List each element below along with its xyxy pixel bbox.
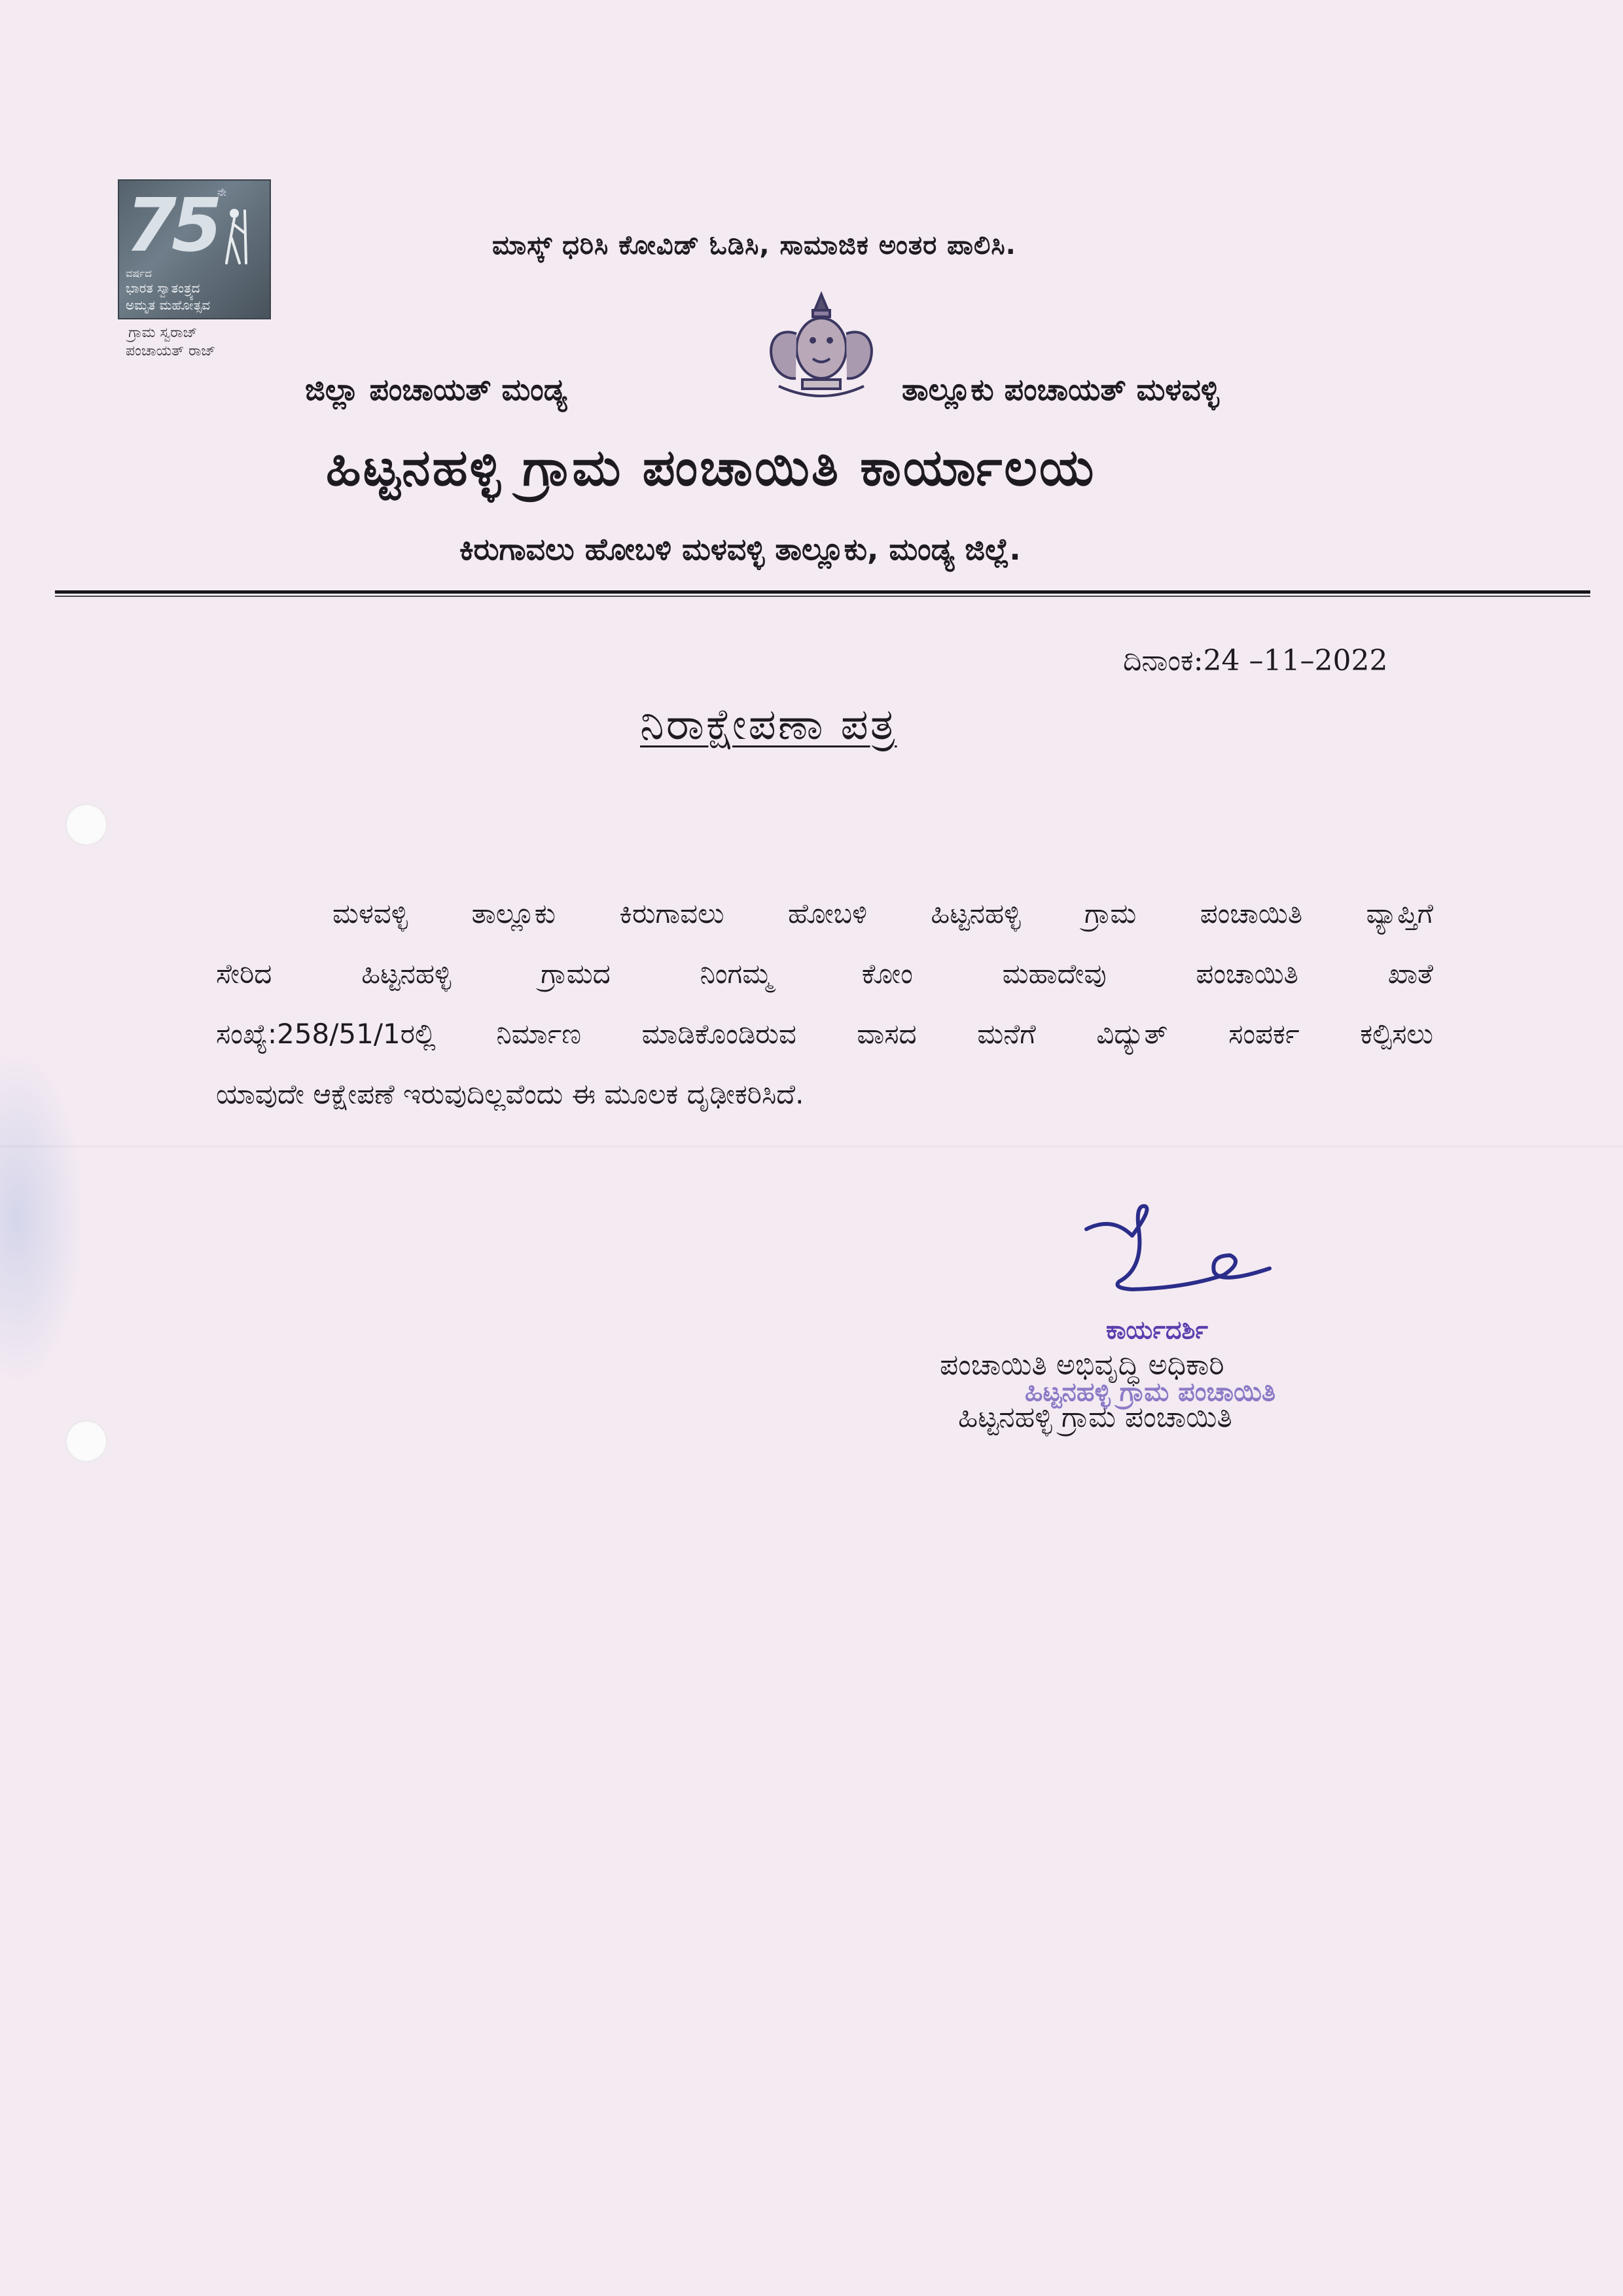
logo-line-2: ಭಾರತ ಸ್ವಾತಂತ್ರ್ಯದ [126, 280, 200, 296]
header-divider-thin [55, 596, 1590, 597]
body-line-1: ಮಳವಳ್ಳಿ ತಾಲ್ಲೂಕು ಕಿರುಗಾವಲು ಹೋಬಳಿ ಹಿಟ್ಟನಹಳ್ಳಿ ಗ್ರಾಮ ಪಂಚಾಯಿತಿ ವ್ಯಾಪ್ತಿಗೆ [332, 897, 1433, 929]
logo-caption-1: ಗ್ರಾಮ ಸ್ವರಾಜ್ [128, 325, 198, 341]
azadi-amrit-mahotsav-logo [118, 179, 271, 319]
signatory-designation: ಪಂಚಾಯಿತಿ ಅಭಿವೃದ್ಧಿ ಅಧಿಕಾರಿ [940, 1348, 1224, 1382]
body-line-2: ಸೇರಿದ ಹಿಟ್ಟನಹಳ್ಳಿ ಗ್ರಾಮದ ನಿಂಗಮ್ಮ ಕೋಂ ಮಹಾದೇವು ಪಂಚಾಯಿತಿ ಖಾತೆ [216, 958, 1433, 990]
zilla-panchayat: ಜಿಲ್ಲಾ ಪಂಚಾಯತ್ ಮಂಡ್ಯ [305, 372, 567, 407]
office-address: ಕಿರುಗಾವಲು ಹೋಬಳಿ ಮಳವಳ್ಳಿ ತಾಲ್ಲೂಕು, ಮಂಡ್ಯ ಜಿಲ್ಲೆ. [459, 531, 1021, 567]
punch-hole-top [65, 804, 107, 846]
stamp-office: ಹಿಟ್ಟನಹಳ್ಳಿ ಗ್ರಾಮ ಪಂಚಾಯಿತಿ [1025, 1377, 1276, 1407]
document-body [216, 884, 1433, 1124]
signatory-office: ಹಿಟ್ಟನಹಳ್ಳಿ ಗ್ರಾಮ ಪಂಚಾಯಿತಿ [958, 1401, 1232, 1434]
taluk-panchayat: ತಾಲ್ಲೂಕು ಪಂಚಾಯತ್ ಮಳವಳ್ಳಿ [902, 372, 1219, 407]
office-name: ಹಿಟ್ಟನಹಳ್ಳಿ ಗ್ರಾಮ ಪಂಚಾಯಿತಿ ಕಾರ್ಯಾಲಯ [326, 439, 1096, 497]
logo-superscript: ನೇ [217, 186, 227, 198]
ink-stain [0, 1047, 85, 1388]
gandhi-figure-icon [216, 207, 255, 266]
logo-line-3: ಅಮೃತ ಮಹೋತ್ಸವ [126, 297, 211, 313]
punch-hole-bottom [65, 1420, 107, 1462]
covid-notice: ಮಾಸ್ಕ್ ಧರಿಸಿ ಕೋವಿಡ್ ಓಡಿಸಿ, ಸಾಮಾಜಿಕ ಅಂತರ ಪಾಲಿಸಿ. [492, 230, 1016, 260]
header-divider [55, 590, 1590, 594]
logo-caption-2: ಪಂಚಾಯತ್ ರಾಜ್ [126, 343, 216, 359]
document-date: ದಿನಾಂಕ:24 –11–2022 [1123, 644, 1388, 677]
logo-line-1: ವರ್ಷದ [126, 267, 152, 279]
logo-number: 75 [126, 183, 217, 268]
stamp-role: ಕಾರ್ಯದರ್ಶಿ [1106, 1316, 1208, 1344]
body-line-4: ಯಾವುದೇ ಆಕ್ಷೇಪಣೆ ಇರುವುದಿಲ್ಲವೆಂದು ಈ ಮೂಲಕ ದೃಢೀಕರಿಸಿದೆ. [216, 1078, 804, 1110]
handwritten-signature [1073, 1203, 1289, 1301]
karnataka-emblem-icon [753, 288, 890, 406]
body-line-3: ಸಂಖ್ಯೆ:258/51/1ರಲ್ಲಿ ನಿರ್ಮಾಣ ಮಾಡಿಕೊಂಡಿರುವ ವಾಸದ ಮನೆಗೆ ವಿದ್ಯುತ್ ಸಂಪರ್ಕ ಕಲ್ಪಿಸಲು [216, 1018, 1433, 1050]
document-title: ನಿರಾಕ್ಷೇಪಣಾ ಪತ್ರ [640, 699, 897, 749]
paper-fold [0, 1145, 1623, 1147]
